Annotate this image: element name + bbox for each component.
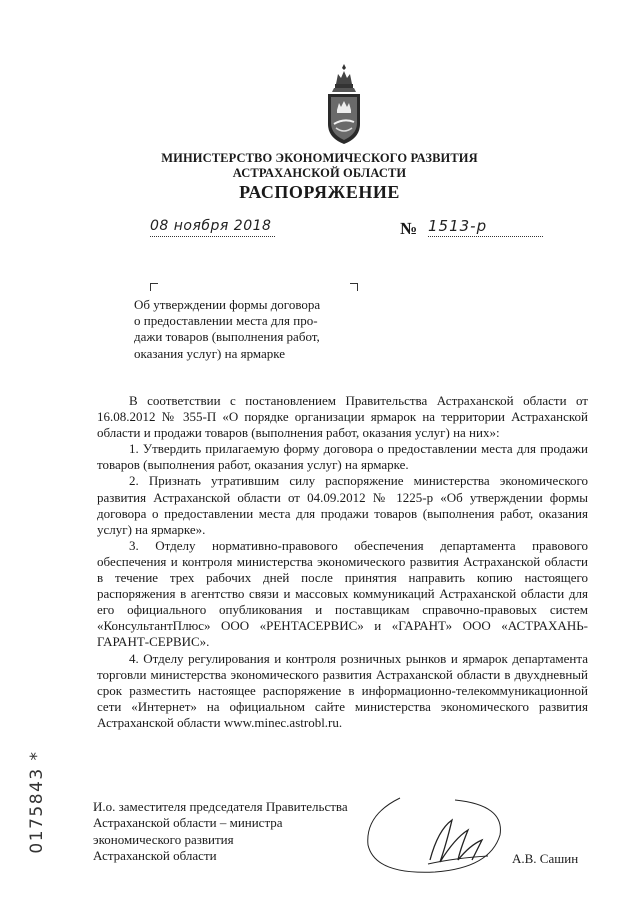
subject-line: оказания услуг) на ярмарке [134,345,286,361]
number-field [428,217,543,237]
signer-name: А.В. Сашин [512,851,579,866]
subject-line: Об утверждении формы договора [134,297,321,312]
document-type: РАСПОРЯЖЕНИЕ [239,182,400,202]
position-line: Астраханской области [93,848,217,864]
item-2-paragraph: 2. Признать утратившим силу распоряжение министерства экономического развития Астраханской области от 04.09.2012 № 1225-р «Об утверждении формы договора о предоставлении места для продажи товаров (выполнения работ, оказания услуг) на ярмарке». [97,473,588,537]
date-underline [150,236,275,237]
astrakhan-coat-of-arms-icon [322,62,366,148]
position-line: Астраханской области – министра [93,815,283,831]
date-field [150,217,275,237]
item-3-paragraph: 3. Отделу нормативно-правового обеспечения департамента правового обеспечения и контроля министерства экономического развития Астраханской области в течение трех рабочих дней после принятия направить копию настоящего распоряжения в агентство связи и массовых коммуникаций Астраханской области для его официального опубликования и поставщикам справочно-правовых систем «КонсультантПлюс» ООО «РЕНТАСЕРВИС» и «ГАРАНТ» ООО «АСТРАХАНЬ-ГАРАНТ-СЕРВИС». [97,537,588,650]
corner-mark-left [150,283,158,291]
intro-paragraph: В соответствии с постановлением Правительства Астраханской области от 16.08.2012 № 355-П «О порядке организации ярмарок на территории Астраханской области и продажи товаров (выполнения работ, оказания услуг) на них»: [97,393,588,441]
handwritten-signature [360,790,510,880]
document-subject [134,297,354,362]
number-underline [428,236,543,237]
handwritten-number: 1513-р [428,217,488,235]
number-label: № [400,219,418,238]
serial-number [22,742,52,862]
ministry-title [0,151,639,181]
item-4-paragraph: 4. Отделу регулирования и контроля розничных рынков и ярмарок департамента торговли министерства экономического развития Астраханской области в двухдневный срок разместить настоящее распоряжение в информационно-телекоммуникационной сети «Интернет» на официальном сайте министерства экономического развития Астраханской области www.minec.astrobl.ru. [97,650,588,730]
subject-line: о предоставлении места для про- [134,313,318,329]
item-1-paragraph: 1. Утвердить прилагаемую форму договора о предоставлении места для продажи товаров (выполнения работ, оказания услуг) на ярмарке. [97,441,588,473]
document-body [97,393,588,731]
position-line: экономического развития [93,831,234,847]
ministry-line-2: АСТРАХАНСКОЙ ОБЛАСТИ [232,166,407,180]
corner-mark-right [350,283,358,291]
serial-number-text: 0175843 * [27,750,47,854]
handwritten-date: 08 ноября 2018 [150,218,272,234]
subject-line: дажи товаров (выполнения работ, [134,329,320,345]
ministry-line-1: МИНИСТЕРСТВО ЭКОНОМИЧЕСКОГО РАЗВИТИЯ [161,151,478,165]
position-line: И.о. заместителя председателя Правительства [93,799,348,814]
signer-position [93,799,348,865]
